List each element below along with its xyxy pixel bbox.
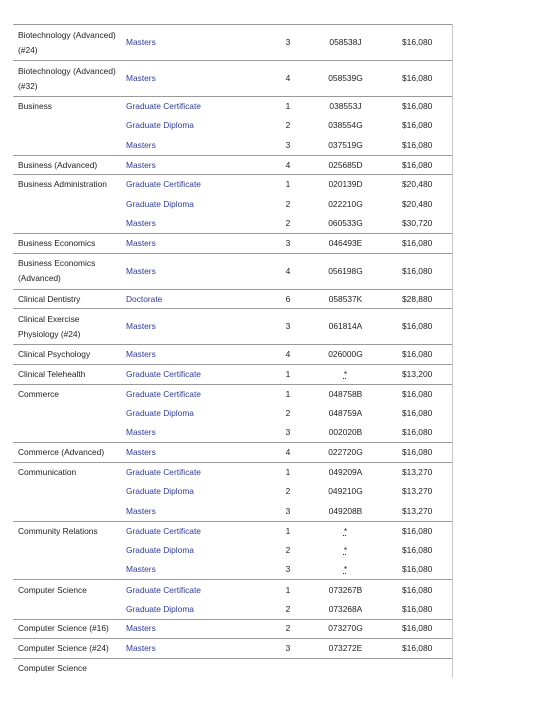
award-link[interactable]: Masters	[123, 25, 238, 61]
table-row	[13, 502, 453, 522]
cricos-code-cell: 038554G	[328, 120, 363, 131]
duration-years-cell: 2	[285, 407, 291, 418]
cricos-code-cell	[313, 658, 378, 678]
course-name-cell: Communication	[13, 462, 123, 482]
annual-fee-cell: $16,080	[402, 120, 433, 131]
award-link[interactable]: Graduate Certificate	[123, 175, 238, 195]
course-name-cell: Business (Advanced)	[13, 155, 123, 175]
course-name-cell: Business Administration	[13, 175, 123, 195]
course-name-cell	[13, 541, 123, 561]
duration-years-cell: 6	[238, 289, 313, 309]
cricos-code-cell: 049209A	[313, 462, 378, 482]
duration-years-cell: 2	[285, 486, 291, 497]
course-name-cell	[13, 136, 123, 156]
duration-years-cell: 2	[285, 603, 291, 614]
course-name-cell: Business	[13, 97, 123, 117]
cricos-code-cell: 060533G	[328, 218, 363, 229]
annual-fee-cell: $13,270	[378, 462, 453, 482]
course-fee-table-page	[13, 24, 453, 678]
table-row	[13, 194, 453, 214]
annual-fee-cell: $16,080	[378, 580, 453, 600]
course-name-cell: Clinical Dentistry	[13, 289, 123, 309]
cricos-code-cell: 038553J	[313, 97, 378, 117]
duration-years-cell: 3	[238, 25, 313, 61]
award-link[interactable]: Masters	[123, 253, 238, 289]
annual-fee-cell: $16,080	[378, 384, 453, 404]
table-row	[13, 384, 453, 404]
annual-fee-cell	[378, 658, 453, 678]
course-name-cell: Computer Science	[13, 658, 123, 678]
duration-years-cell: 1	[238, 384, 313, 404]
award-link[interactable]: Masters	[126, 139, 156, 150]
table-row	[13, 364, 453, 384]
award-link[interactable]: Masters	[126, 218, 156, 229]
table-row	[13, 155, 453, 175]
duration-years-cell: 1	[238, 462, 313, 482]
course-fee-table	[13, 24, 453, 678]
cricos-code-cell: 058539G	[313, 61, 378, 97]
course-name-cell: Clinical Exercise Physiology (#24)	[13, 309, 123, 345]
cricos-code-cell: 022210G	[328, 198, 363, 209]
annual-fee-cell: $16,080	[378, 443, 453, 463]
cricos-code-cell: 073272E	[313, 639, 378, 659]
annual-fee-cell: $13,270	[402, 505, 433, 516]
table-row	[13, 423, 453, 443]
course-name-cell: Business Economics (Advanced)	[13, 253, 123, 289]
course-name-cell	[13, 502, 123, 522]
table-row	[13, 234, 453, 254]
table-row	[13, 25, 453, 61]
cricos-code-cell: 058538J	[313, 25, 378, 61]
course-name-cell	[13, 194, 123, 214]
duration-years-cell: 1	[238, 97, 313, 117]
annual-fee-cell: $16,080	[378, 619, 453, 639]
cricos-code-cell: *	[343, 545, 348, 556]
course-name-cell	[13, 214, 123, 234]
annual-fee-cell: $16,080	[378, 234, 453, 254]
duration-years-cell: 4	[238, 345, 313, 365]
annual-fee-cell: $20,480	[378, 175, 453, 195]
course-name-cell	[13, 423, 123, 443]
cricos-code-cell: 049208B	[328, 505, 363, 516]
duration-years-cell: 3	[238, 234, 313, 254]
annual-fee-cell: $20,480	[402, 198, 433, 209]
annual-fee-cell: $16,080	[402, 564, 433, 575]
annual-fee-cell: $16,080	[378, 25, 453, 61]
table-row	[13, 619, 453, 639]
award-link[interactable]: Graduate Certificate	[123, 521, 238, 541]
annual-fee-cell: $16,080	[378, 521, 453, 541]
duration-years-cell: 4	[238, 443, 313, 463]
cricos-code-cell: 073270G	[313, 619, 378, 639]
award-link[interactable]: Masters	[126, 505, 156, 516]
cricos-code-cell: *	[313, 364, 378, 384]
award-link[interactable]: Graduate Diploma	[126, 603, 194, 614]
table-row	[13, 61, 453, 97]
cricos-code-cell: 046493E	[313, 234, 378, 254]
course-name-cell: Business Economics	[13, 234, 123, 254]
award-link[interactable]: Masters	[123, 61, 238, 97]
annual-fee-cell: $16,080	[378, 639, 453, 659]
table-body	[13, 25, 453, 679]
cricos-code-cell: 037519G	[328, 139, 363, 150]
annual-fee-cell: $13,200	[378, 364, 453, 384]
award-link[interactable]: Graduate Diploma	[126, 486, 194, 497]
table-row	[13, 521, 453, 541]
duration-years-cell: 3	[238, 639, 313, 659]
table-row	[13, 443, 453, 463]
duration-years-cell: 2	[285, 545, 291, 556]
award-link[interactable]: Graduate Certificate	[123, 384, 238, 404]
duration-years-cell: 3	[285, 139, 291, 150]
duration-years-cell: 4	[238, 61, 313, 97]
duration-years-cell: 3	[238, 309, 313, 345]
cricos-code-cell: *	[313, 521, 378, 541]
cricos-code-cell: 048758B	[313, 384, 378, 404]
award-link[interactable]: Graduate Certificate	[123, 580, 238, 600]
course-name-cell	[13, 600, 123, 620]
duration-years-cell: 3	[285, 427, 291, 438]
cricos-code-cell: 048759A	[328, 407, 363, 418]
duration-years-cell: 1	[238, 364, 313, 384]
table-row	[13, 639, 453, 659]
table-row	[13, 462, 453, 482]
cricos-code-cell: 025685D	[313, 155, 378, 175]
award-link[interactable]: Graduate Certificate	[123, 364, 238, 384]
duration-years-cell	[238, 658, 313, 678]
award-link[interactable]: Masters	[123, 234, 238, 254]
course-name-cell	[13, 560, 123, 580]
duration-years-cell: 2	[285, 198, 291, 209]
table-row	[13, 175, 453, 195]
award-link[interactable]: Graduate Certificate	[123, 462, 238, 482]
cricos-code-cell: 026000G	[313, 345, 378, 365]
cricos-code-cell: 073268A	[328, 603, 363, 614]
duration-years-cell: 3	[285, 564, 291, 575]
course-name-cell	[13, 482, 123, 502]
annual-fee-cell: $16,080	[402, 603, 433, 614]
award-link[interactable]: Graduate Diploma	[126, 198, 194, 209]
annual-fee-cell: $16,080	[402, 545, 433, 556]
course-name-cell: Computer Science	[13, 580, 123, 600]
course-name-cell: Clinical Telehealth	[13, 364, 123, 384]
award-link[interactable]: Masters	[126, 427, 156, 438]
table-row	[13, 289, 453, 309]
annual-fee-cell: $13,270	[402, 486, 433, 497]
table-row	[13, 116, 453, 136]
award-link[interactable]: Masters	[123, 309, 238, 345]
award-link[interactable]: Graduate Diploma	[126, 120, 194, 131]
cricos-code-cell: 049210G	[328, 486, 363, 497]
cricos-code-cell: 056198G	[313, 253, 378, 289]
duration-years-cell: 1	[238, 521, 313, 541]
table-row	[13, 136, 453, 156]
award-link[interactable]: Masters	[123, 619, 238, 639]
annual-fee-cell: $28,880	[378, 289, 453, 309]
duration-years-cell: 1	[238, 175, 313, 195]
course-name-cell: Clinical Psychology	[13, 345, 123, 365]
award-link[interactable]: Masters	[123, 155, 238, 175]
cricos-code-cell: 022720G	[313, 443, 378, 463]
course-name-cell: Biotechnology (Advanced) (#32)	[13, 61, 123, 97]
table-row	[13, 404, 453, 424]
table-row	[13, 600, 453, 620]
table-row	[13, 97, 453, 117]
duration-years-cell: 2	[238, 619, 313, 639]
course-name-cell: Commerce	[13, 384, 123, 404]
cricos-code-cell: 020139D	[313, 175, 378, 195]
table-row	[13, 541, 453, 561]
award-link[interactable]: Masters	[126, 564, 156, 575]
duration-years-cell: 2	[285, 218, 291, 229]
table-row	[13, 560, 453, 580]
course-name-cell	[13, 116, 123, 136]
duration-years-cell: 2	[285, 120, 291, 131]
award-link[interactable]: Masters	[123, 639, 238, 659]
cricos-code-cell: 061814A	[313, 309, 378, 345]
annual-fee-cell: $16,080	[402, 427, 433, 438]
cricos-code-cell: *	[343, 564, 348, 575]
table-row	[13, 253, 453, 289]
annual-fee-cell: $16,080	[378, 253, 453, 289]
table-row	[13, 345, 453, 365]
award-link	[123, 658, 238, 678]
duration-years-cell: 1	[238, 580, 313, 600]
course-name-cell: Community Relations	[13, 521, 123, 541]
course-name-cell: Computer Science (#16)	[13, 619, 123, 639]
award-link[interactable]: Graduate Certificate	[123, 97, 238, 117]
award-link[interactable]: Graduate Diploma	[126, 407, 194, 418]
duration-years-cell: 4	[238, 253, 313, 289]
table-row	[13, 580, 453, 600]
table-row	[13, 658, 453, 678]
award-link[interactable]: Doctorate	[123, 289, 238, 309]
table-row	[13, 309, 453, 345]
course-name-cell: Biotechnology (Advanced) (#24)	[13, 25, 123, 61]
annual-fee-cell: $16,080	[378, 155, 453, 175]
annual-fee-cell: $16,080	[402, 139, 433, 150]
annual-fee-cell: $16,080	[378, 61, 453, 97]
annual-fee-cell: $16,080	[378, 345, 453, 365]
course-name-cell: Computer Science (#24)	[13, 639, 123, 659]
annual-fee-cell: $16,080	[378, 97, 453, 117]
table-row	[13, 482, 453, 502]
cricos-code-cell: 058537K	[313, 289, 378, 309]
annual-fee-cell: $16,080	[402, 407, 433, 418]
table-row	[13, 214, 453, 234]
cricos-code-cell: 073267B	[313, 580, 378, 600]
cricos-code-cell: 002020B	[328, 427, 363, 438]
course-name-cell	[13, 404, 123, 424]
course-name-cell: Commerce (Advanced)	[13, 443, 123, 463]
duration-years-cell: 3	[285, 505, 291, 516]
award-link[interactable]: Masters	[123, 345, 238, 365]
award-link[interactable]: Masters	[123, 443, 238, 463]
duration-years-cell: 4	[238, 155, 313, 175]
annual-fee-cell: $16,080	[378, 309, 453, 345]
annual-fee-cell: $30,720	[402, 218, 433, 229]
award-link[interactable]: Graduate Diploma	[126, 545, 194, 556]
